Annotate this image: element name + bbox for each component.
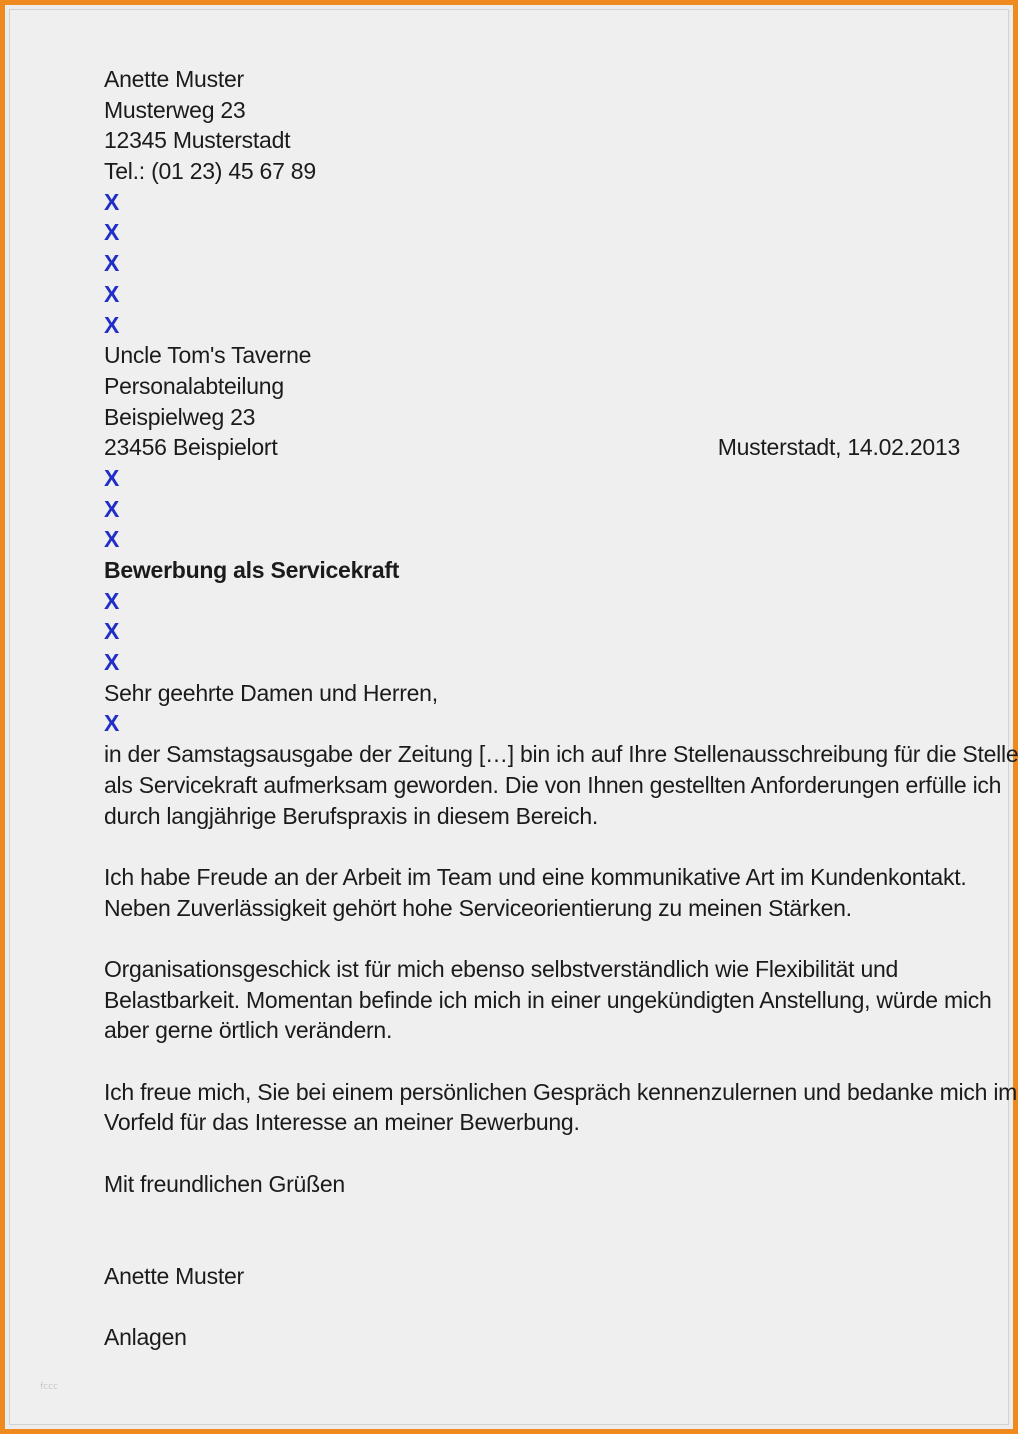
line-marker: X — [104, 280, 120, 307]
paragraph-line: Belastbarkeit. Momentan befinde ich mich in einer ungekündigten Anstellung, würde mich — [104, 986, 992, 1013]
paragraph-gap — [104, 1138, 964, 1169]
recipient-city-row — [104, 432, 960, 463]
line-marker: X — [104, 219, 120, 246]
paragraph-line: durch langjährige Berufspraxis in diesem Bereich. — [104, 802, 599, 829]
line-marker: X — [104, 587, 120, 614]
line-marker: X — [104, 618, 120, 645]
line-marker: X — [104, 649, 120, 676]
sender-street: Musterweg 23 — [104, 96, 246, 123]
paragraph-line: Ich freue mich, Sie bei einem persönlichen Gespräch kennenzulernen und bedanke mich im — [104, 1078, 1018, 1105]
sender-name: Anette Muster — [104, 66, 244, 92]
watermark: fccc — [40, 1382, 59, 1392]
paragraph-line: aber gerne örtlich verändern. — [104, 1017, 393, 1044]
recipient-street: Beispielweg 23 — [104, 403, 256, 430]
paragraph-line: Vorfeld für das Interesse an meiner Bewerbung. — [104, 1109, 580, 1136]
salutation: Sehr geehrte Damen und Herren, — [104, 679, 438, 706]
line-marker: X — [104, 250, 120, 277]
recipient-city: 23456 Beispielort — [104, 434, 278, 461]
line-marker: X — [104, 710, 120, 737]
body-paragraph — [104, 954, 992, 1046]
recipient-department: Personalabteilung — [104, 372, 284, 399]
signature-name: Anette Muster — [104, 1262, 244, 1289]
closing: Mit freundlichen Grüßen — [104, 1170, 345, 1197]
line-marker: X — [104, 526, 120, 553]
paragraph-line: Organisationsgeschick ist für mich ebenso selbstverständlich wie Flexibilität und — [104, 955, 899, 982]
signature-space — [104, 1199, 964, 1260]
enclosures: Anlagen — [104, 1324, 187, 1351]
line-marker: X — [104, 495, 120, 522]
body-paragraph — [104, 1077, 1018, 1138]
place-date: Musterstadt, 14.02.2013 — [717, 434, 960, 461]
body-paragraph — [104, 862, 967, 923]
line-marker: X — [104, 311, 120, 338]
paragraph-gap — [104, 1292, 964, 1323]
sender-phone: Tel.: (01 23) 45 67 89 — [104, 158, 316, 185]
letter-subject: Bewerbung als Servicekraft — [104, 557, 400, 583]
body-paragraph — [104, 739, 1018, 831]
paragraph-line: als Servicekraft aufmerksam geworden. Die von Ihnen gestellten Anforderungen erfülle ich — [104, 771, 1002, 798]
paragraph-gap — [104, 831, 964, 862]
paragraph-line: Neben Zuverlässigkeit gehört hohe Serviceorientierung zu meinen Stärken. — [104, 894, 852, 921]
paragraph-line: in der Samstagsausgabe der Zeitung […] bin ich auf Ihre Stellenausschreibung für die Stelle — [104, 741, 1018, 768]
paragraph-gap — [104, 923, 964, 954]
recipient-address-block — [104, 340, 964, 463]
paragraph-gap — [104, 1046, 964, 1077]
line-marker: X — [104, 188, 120, 215]
sender-address-block — [104, 64, 964, 187]
paragraph-line: Ich habe Freude an der Arbeit im Team und eine kommunikative Art im Kundenkontakt. — [104, 863, 967, 890]
recipient-company: Uncle Tom's Taverne — [104, 342, 312, 369]
sender-city: 12345 Musterstadt — [104, 127, 291, 154]
line-marker: X — [104, 464, 120, 491]
cover-letter — [104, 64, 1018, 1353]
